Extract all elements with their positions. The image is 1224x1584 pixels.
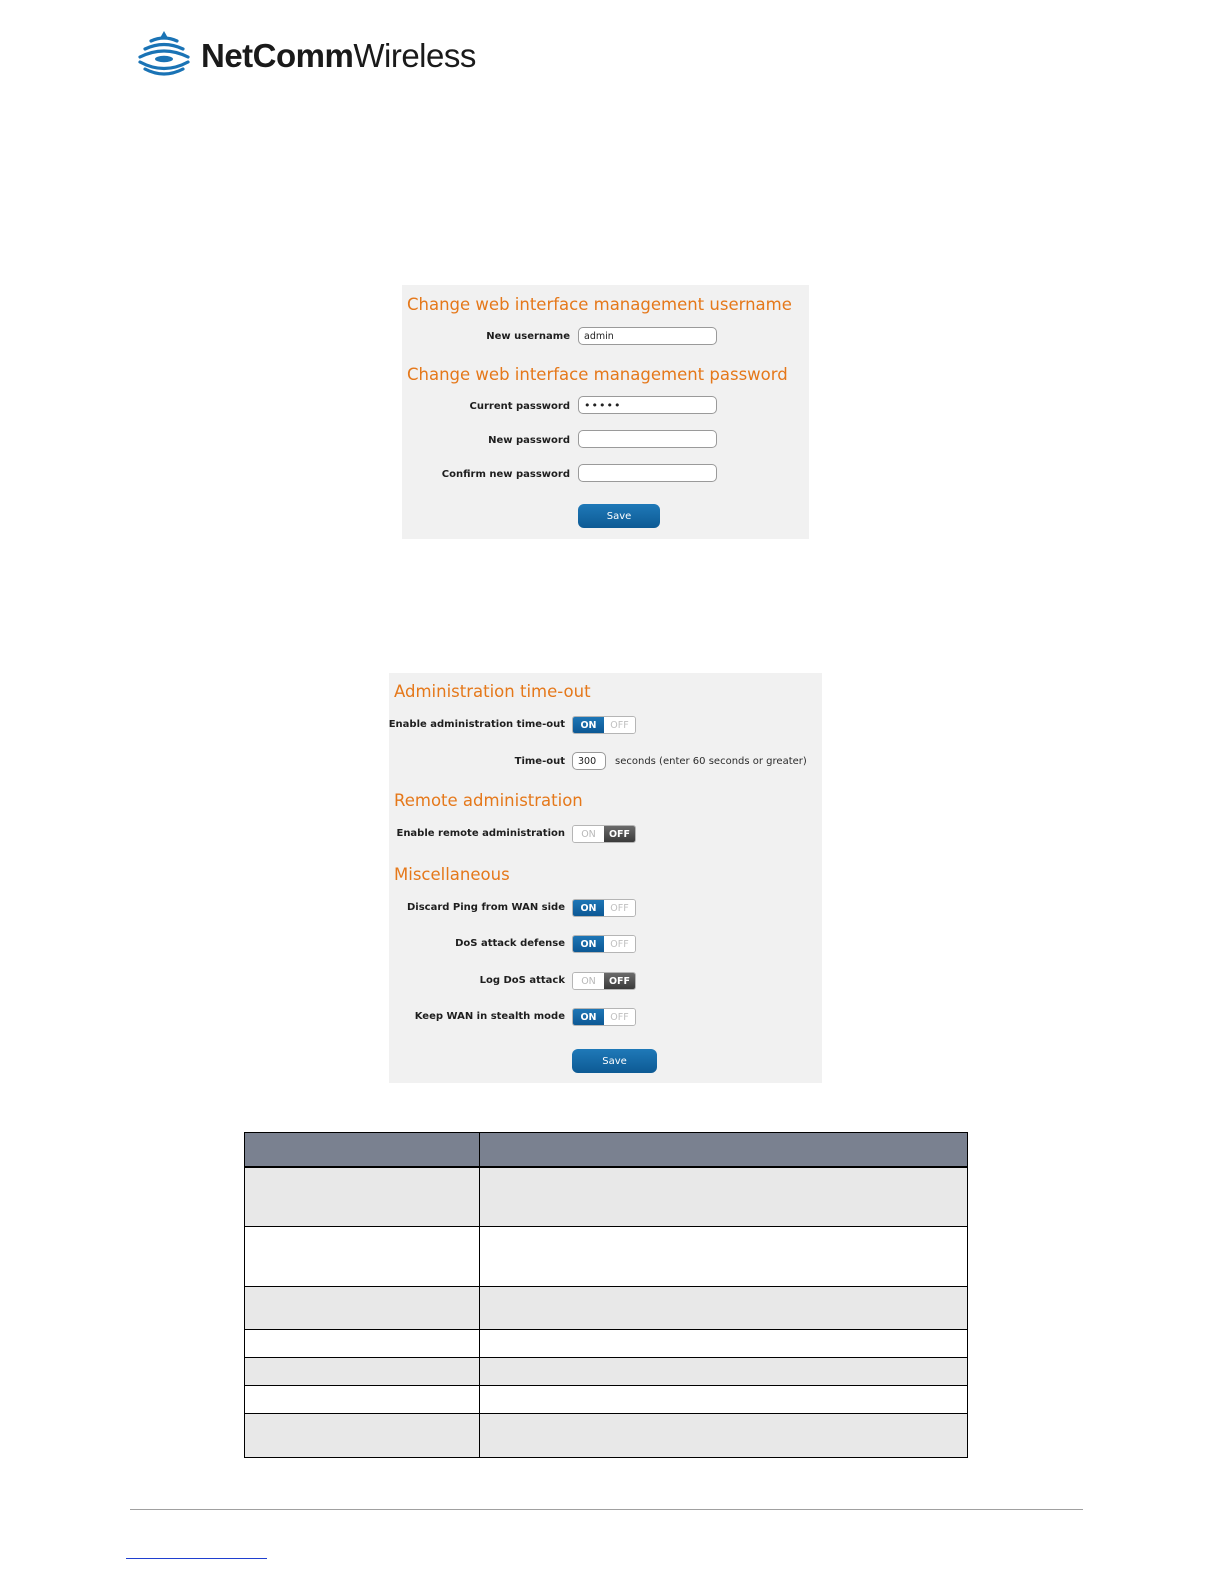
netcomm-logo bbox=[137, 30, 476, 80]
table-cell bbox=[480, 1167, 968, 1226]
table-cell bbox=[480, 1226, 968, 1286]
stealth-toggle[interactable] bbox=[572, 1008, 636, 1026]
toggle-off-option: OFF bbox=[604, 826, 635, 842]
toggle-on-option: ON bbox=[573, 973, 604, 989]
timeout-input[interactable] bbox=[572, 752, 606, 770]
footer-link-underline[interactable] bbox=[126, 1558, 267, 1559]
table-header-row bbox=[245, 1133, 968, 1168]
table-cell bbox=[245, 1385, 480, 1413]
table-header-cell bbox=[245, 1133, 480, 1168]
discard-ping-toggle[interactable] bbox=[572, 899, 636, 917]
username-heading: Change web interface management username bbox=[407, 295, 792, 314]
table-cell bbox=[245, 1413, 480, 1457]
current-password-label: Current password bbox=[469, 401, 570, 412]
table-cell bbox=[480, 1329, 968, 1357]
toggle-on-option: ON bbox=[573, 1009, 604, 1025]
table-row bbox=[245, 1286, 968, 1329]
table-cell bbox=[480, 1357, 968, 1385]
toggle-on-option: ON bbox=[573, 826, 604, 842]
dos-defense-label: DoS attack defense bbox=[455, 938, 565, 949]
enable-timeout-toggle[interactable] bbox=[572, 716, 636, 734]
table-row bbox=[245, 1385, 968, 1413]
brand-name-light: Wireless bbox=[353, 36, 476, 74]
new-password-input[interactable] bbox=[578, 430, 717, 448]
table-cell bbox=[480, 1413, 968, 1457]
wireless-logo-icon bbox=[137, 31, 191, 79]
toggle-on-option: ON bbox=[573, 900, 604, 916]
toggle-on-option: ON bbox=[573, 717, 604, 733]
timeout-hint: seconds (enter 60 seconds or greater) bbox=[615, 756, 807, 767]
table-row bbox=[245, 1329, 968, 1357]
enable-remote-label: Enable remote administration bbox=[396, 828, 565, 839]
table-cell bbox=[480, 1385, 968, 1413]
table-cell bbox=[480, 1286, 968, 1329]
footer-divider bbox=[130, 1509, 1083, 1510]
table-row bbox=[245, 1226, 968, 1286]
timeout-label: Time-out bbox=[514, 756, 565, 767]
new-username-input[interactable] bbox=[578, 327, 717, 345]
log-dos-toggle[interactable] bbox=[572, 972, 636, 990]
confirm-password-label: Confirm new password bbox=[441, 469, 570, 480]
toggle-off-option: OFF bbox=[604, 717, 635, 733]
credentials-save-button[interactable]: Save bbox=[578, 504, 660, 528]
table-cell bbox=[245, 1286, 480, 1329]
brand-name bbox=[201, 36, 476, 74]
settings-table bbox=[244, 1132, 968, 1458]
new-password-label: New password bbox=[488, 435, 570, 446]
confirm-password-input[interactable] bbox=[578, 464, 717, 482]
toggle-off-option: OFF bbox=[604, 936, 635, 952]
password-heading: Change web interface management password bbox=[407, 365, 788, 384]
administration-panel bbox=[389, 673, 822, 1083]
table-header-cell bbox=[480, 1133, 968, 1168]
table-cell bbox=[245, 1226, 480, 1286]
toggle-off-option: OFF bbox=[604, 1009, 635, 1025]
stealth-label: Keep WAN in stealth mode bbox=[414, 1011, 565, 1022]
admin-save-button[interactable]: Save bbox=[572, 1049, 657, 1073]
enable-timeout-label: Enable administration time-out bbox=[388, 719, 565, 730]
new-username-label: New username bbox=[486, 331, 570, 342]
timeout-heading: Administration time-out bbox=[394, 682, 591, 701]
enable-remote-toggle[interactable] bbox=[572, 825, 636, 843]
table-row bbox=[245, 1357, 968, 1385]
misc-heading: Miscellaneous bbox=[394, 865, 510, 884]
current-password-input[interactable] bbox=[578, 396, 717, 414]
credentials-panel bbox=[402, 285, 809, 539]
remote-heading: Remote administration bbox=[394, 791, 583, 810]
table-cell bbox=[245, 1329, 480, 1357]
toggle-off-option: OFF bbox=[604, 973, 635, 989]
table-cell bbox=[245, 1167, 480, 1226]
log-dos-label: Log DoS attack bbox=[479, 975, 565, 986]
table-row bbox=[245, 1167, 968, 1226]
table-row bbox=[245, 1413, 968, 1457]
discard-ping-label: Discard Ping from WAN side bbox=[407, 902, 565, 913]
toggle-off-option: OFF bbox=[604, 900, 635, 916]
dos-defense-toggle[interactable] bbox=[572, 935, 636, 953]
toggle-on-option: ON bbox=[573, 936, 604, 952]
table-cell bbox=[245, 1357, 480, 1385]
brand-name-bold: NetComm bbox=[201, 36, 354, 74]
